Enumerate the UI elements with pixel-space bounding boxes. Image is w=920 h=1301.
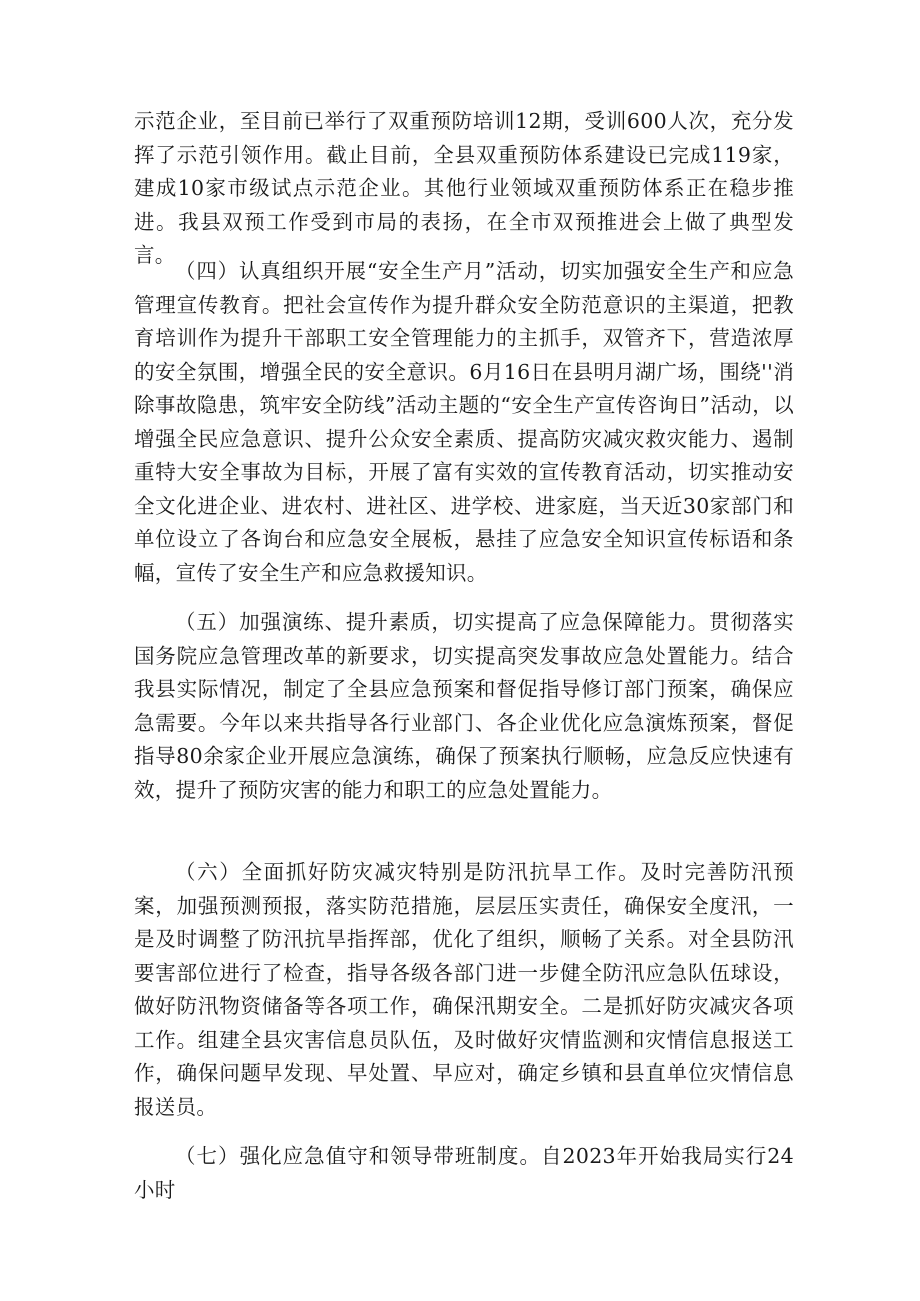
paragraph-section-7: （七）强化应急值守和领导带班制度。自2023年开始我局实行24小时: [134, 1144, 794, 1202]
paragraph-section-6: （六）全面抓好防灾减灾特别是防汛抗旱工作。及时完善防汛预案，加强预测预报，落实防范措施，层层压实责任，确保安全度汛，一是及时调整了防汛抗旱指挥部，优化了组织，顺畅了关系。对全县防汛要害部位进行了检查，指导各级各部门进一步健全防汛应急队伍球设，做好防汛物资储备等各项工作，确保汛期安全。二是抓好防灾减灾各项工作。组建全县灾害信息员队伍，及时做好灾情监测和灾情信息报送工作，确保问题早发现、早处置、早应对，确定乡镇和县直单位灾情信息报送员。: [134, 860, 794, 1119]
paragraph-continuation: 示范企业，至目前已举行了双重预防培训12期，受训600人次，充分发挥了示范引领作用。截止目前，全县双重预防体系建设已完成119家，建成10家市级试点示范企业。其他行业领域双重预防体系正在稳步推进。我县双预工作受到市局的表扬，在全市双预推进会上做了典型发言。: [134, 109, 794, 267]
paragraph-section-5: （五）加强演练、提升素质，切实提高了应急保障能力。贯彻落实国务院应急管理改革的新要求，切实提高突发事故应急处置能力。结合我县实际情况，制定了全县应急预案和督促指导修订部门预案，确保应急需要。今年以来共指导各行业部门、各企业优化应急演炼预案，督促指导80余家企业开展应急演练，确保了预案执行顺畅，应急反应快速有效，提升了预防灾害的能力和职工的应急处置能力。: [134, 610, 794, 802]
paragraph-section-4: （四）认真组织开展“安全生产月”活动，切实加强安全生产和应急管理宣传教育。把社会宣传作为提升群众安全防范意识的主渠道，把教育培训作为提升干部职工安全管理能力的主抓手，双管齐下，营造浓厚的安全氛围，增强全民的安全意识。6月16日在县明月湖广场，围绕''消除事故隐患，筑牢安全防线”活动主题的“安全生产宣传咨询日”活动，以增强全民应急意识、提升公众安全素质、提高防灾减灾救灾能力、遏制重特大安全事故为目标，开展了富有实效的宣传教育活动，切实推动安全文化进企业、进农村、进社区、进学校、进家庭，当天近30家部门和单位设立了各询台和应急安全展板，悬挂了应急安全知识宣传标语和条幅，宣传了安全生产和应急救援知识。: [134, 259, 794, 585]
